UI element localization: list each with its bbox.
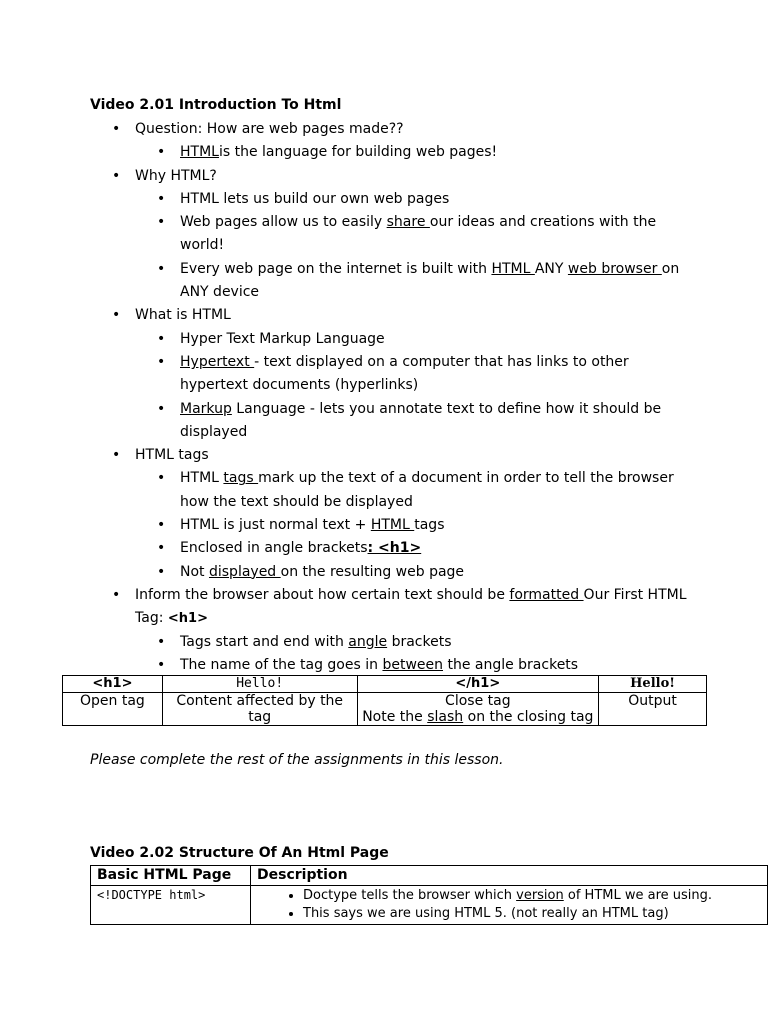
list-item-text: mark up the text of a document in order to tell the browser how the text should be displayed (180, 470, 674, 510)
list-item-text: the angle brackets (443, 656, 579, 673)
table-cell: Output (599, 693, 707, 726)
list-item-text: Tags start and end with (180, 633, 349, 650)
underlined-term: HTML (370, 517, 415, 534)
close-tag-note (360, 709, 597, 725)
list-item (90, 631, 690, 654)
list-item (90, 328, 690, 351)
list-item-text: Our First HTML Tag: (135, 586, 687, 627)
table-row (91, 866, 768, 886)
table-row (63, 676, 707, 693)
tag-code: <h1> (167, 611, 208, 627)
list-item-text: Not (180, 563, 209, 580)
description-cell (251, 886, 768, 925)
assignment-note: Please complete the rest of the assignments in this lesson. (90, 752, 504, 768)
list-item (90, 165, 690, 188)
table-row (91, 886, 768, 925)
close-tag-label: Close tag (445, 693, 511, 709)
list-item-text: ANY (534, 260, 568, 277)
list-item-text: This says we are using HTML 5. (not really an HTML tag) (303, 906, 669, 921)
table-row (63, 693, 707, 726)
list-item-text: - text displayed on a computer that has links to other hypertext documents (hyperlinks) (180, 353, 629, 394)
list-item (90, 398, 690, 445)
column-header: Description (251, 866, 768, 886)
close-tag-cell: </h1> (357, 676, 599, 693)
list-item-text: Inform the browser about how certain text should be (135, 586, 510, 603)
list-item (90, 444, 690, 467)
list-item (303, 905, 761, 923)
underlined-term: web browser (567, 260, 662, 277)
list-item-text: Hyper Text Markup Language (180, 330, 385, 347)
underlined-term: slash (427, 709, 464, 725)
note-text: on the closing tag (463, 709, 594, 725)
underlined-term: : <h1> (367, 540, 422, 557)
list-item (90, 654, 690, 677)
column-header: Basic HTML Page (91, 866, 251, 886)
section-title-intro: Video 2.01 Introduction To Html (90, 97, 342, 113)
list-item-text: The name of the tag goes in (180, 656, 383, 673)
list-item (90, 561, 690, 584)
list-item (90, 304, 690, 327)
list-item-text: Every web page on the internet is built with (180, 260, 492, 277)
list-item-text: HTML tags (135, 447, 209, 464)
code-cell: <!DOCTYPE html> (91, 886, 251, 925)
list-item-text: Enclosed in angle brackets (180, 540, 368, 557)
open-tag-cell: <h1> (63, 676, 163, 693)
list-item (90, 514, 690, 537)
list-item-text: HTML is just normal text + (180, 517, 371, 534)
list-item-text: of HTML we are using. (563, 888, 713, 903)
list-item (90, 258, 690, 305)
table-cell: Content affected by the tag (162, 693, 357, 726)
list-item (90, 584, 690, 631)
list-item-text: Question: How are web pages made?? (135, 121, 404, 137)
list-item-text: is the language for building web pages! (218, 144, 498, 161)
output-cell: Hello! (599, 676, 707, 693)
underlined-term: share (386, 214, 430, 231)
list-item (90, 351, 690, 398)
list-item-text: Web pages allow us to easily (180, 214, 387, 231)
underlined-term: tags (223, 470, 259, 487)
underlined-term: version (516, 888, 564, 903)
underlined-term: between (382, 656, 443, 673)
list-item (90, 467, 690, 514)
list-item (90, 537, 690, 560)
tag-anatomy-table (62, 675, 707, 726)
list-item-text: brackets (387, 633, 452, 650)
list-item-text: our ideas and creations with the world! (180, 214, 657, 254)
list-item-text: on ANY device (180, 260, 680, 301)
underlined-term: displayed (208, 563, 281, 580)
list-item-text: tags (414, 517, 445, 534)
list-item-text: on the resulting web page (280, 563, 465, 580)
list-item-text: Why HTML? (135, 167, 217, 184)
intro-outline (90, 118, 690, 677)
list-item (303, 887, 761, 905)
description-list (257, 887, 761, 923)
list-item-text: HTML (180, 470, 224, 487)
list-item-text: HTML lets us build our own web pages (180, 190, 450, 207)
section-title-structure: Video 2.02 Structure Of An Html Page (90, 845, 389, 861)
underlined-term: HTML (180, 144, 219, 161)
list-item (90, 188, 690, 211)
list-item-text: Doctype tells the browser which (303, 888, 517, 903)
list-item (90, 141, 690, 164)
list-item-text: Language - lets you annotate text to define how it should be displayed (180, 400, 662, 440)
note-text: Note the (362, 709, 428, 725)
underlined-term: Markup (180, 400, 232, 417)
underlined-term: formatted (509, 586, 584, 603)
table-cell (357, 693, 599, 726)
list-item (90, 211, 690, 258)
underlined-term: HTML (491, 260, 535, 277)
content-cell: Hello! (162, 676, 357, 693)
list-item (90, 118, 690, 141)
list-item-text: What is HTML (135, 307, 231, 324)
underlined-term: angle (348, 633, 388, 650)
html-structure-table (90, 865, 768, 925)
table-cell: Open tag (63, 693, 163, 726)
underlined-term: Hypertext (180, 353, 255, 370)
